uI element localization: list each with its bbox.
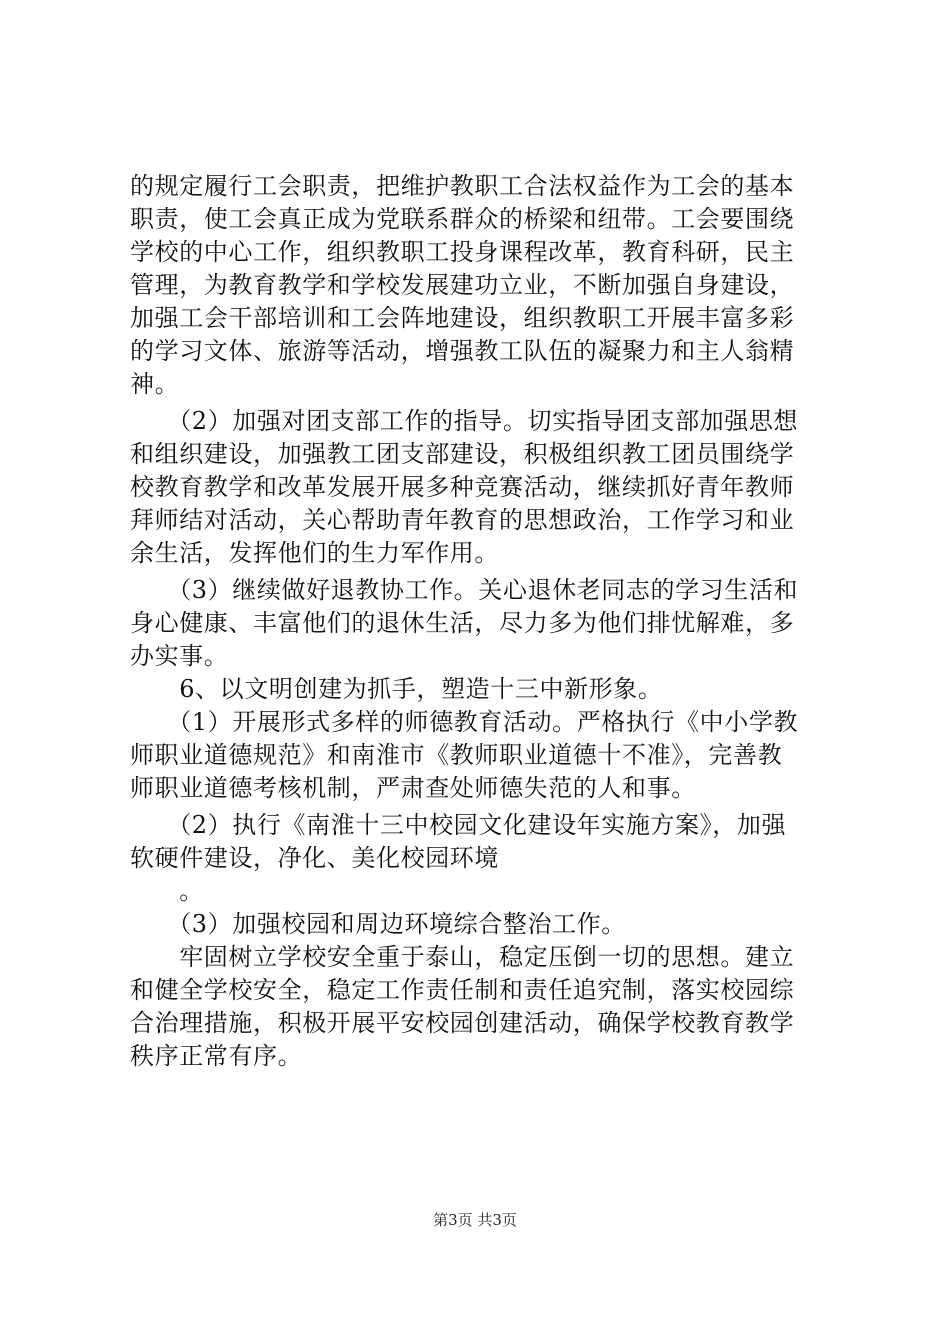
text-line: 和健全学校安全，稳定工作责任制和责任追究制，落实校园综 [130, 976, 795, 1004]
text-line: 办实事。 [130, 642, 229, 670]
text-line: （3）继续做好退教协工作。关心退休老同志的学习生活和 [130, 576, 799, 604]
page-number: 第3页 共3页 [433, 1211, 517, 1229]
text-line: 合治理措施，积极开展平安校园创建活动，确保学校教育教学 [130, 1009, 795, 1037]
text-line: 的学习文体、旅游等活动，增强教工队伍的凝聚力和主人翁精 [130, 337, 795, 365]
text-line: （2）执行《南淮十三中校园文化建设年实施方案》，加强 [130, 811, 787, 839]
text-line: 。 [130, 877, 204, 905]
text-line: 的规定履行工会职责，把维护教职工合法权益作为工会的基本 [130, 172, 795, 200]
text-line: 学校的中心工作，组织教职工投身课程改革，教育科研，民主 [130, 238, 795, 266]
document-body [130, 170, 830, 1073]
text-line: 校教育教学和改革发展开展多种竞赛活动，继续抓好青年教师 [130, 473, 795, 501]
text-line: 余生活，发挥他们的生力军作用。 [130, 539, 499, 567]
text-line: 管理，为教育教学和学校发展建功立业，不断加强自身建设， [130, 271, 795, 299]
text-line: 神。 [130, 370, 180, 398]
text-line: 身心健康、丰富他们的退休生活，尽力多为他们排忧解难，多 [130, 609, 795, 637]
text-line: 师职业道德规范》和南淮市《教师职业道德十不准》，完善教 [130, 741, 783, 769]
text-line: （1）开展形式多样的师德教育活动。严格执行《中小学教 [130, 708, 799, 736]
text-line: 牢固树立学校安全重于泰山，稳定压倒一切的思想。建立 [130, 943, 795, 971]
text-line: 秩序正常有序。 [130, 1042, 303, 1070]
text-line: 师职业道德考核机制，严肃查处师德失范的人和事。 [130, 774, 696, 802]
text-line: 加强工会干部培训和工会阵地建设，组织教职工开展丰富多彩 [130, 304, 795, 332]
text-line: （2）加强对团支部工作的指导。切实指导团支部加强思想 [130, 407, 799, 435]
text-line: 6、以文明创建为抓手，塑造十三中新形象。 [130, 675, 663, 703]
text-line: 拜师结对活动，关心帮助青年教育的思想政治，工作学习和业 [130, 506, 795, 534]
text-line: 职责，使工会真正成为党联系群众的桥梁和纽带。工会要围绕 [130, 205, 795, 233]
text-line: （3）加强校园和周边环境综合整治工作。 [130, 910, 626, 938]
text-line: 软硬件建设，净化、美化校园环境 [130, 844, 499, 872]
text-line: 和组织建设，加强教工团支部建设，积极组织教工团员围绕学 [130, 440, 795, 468]
